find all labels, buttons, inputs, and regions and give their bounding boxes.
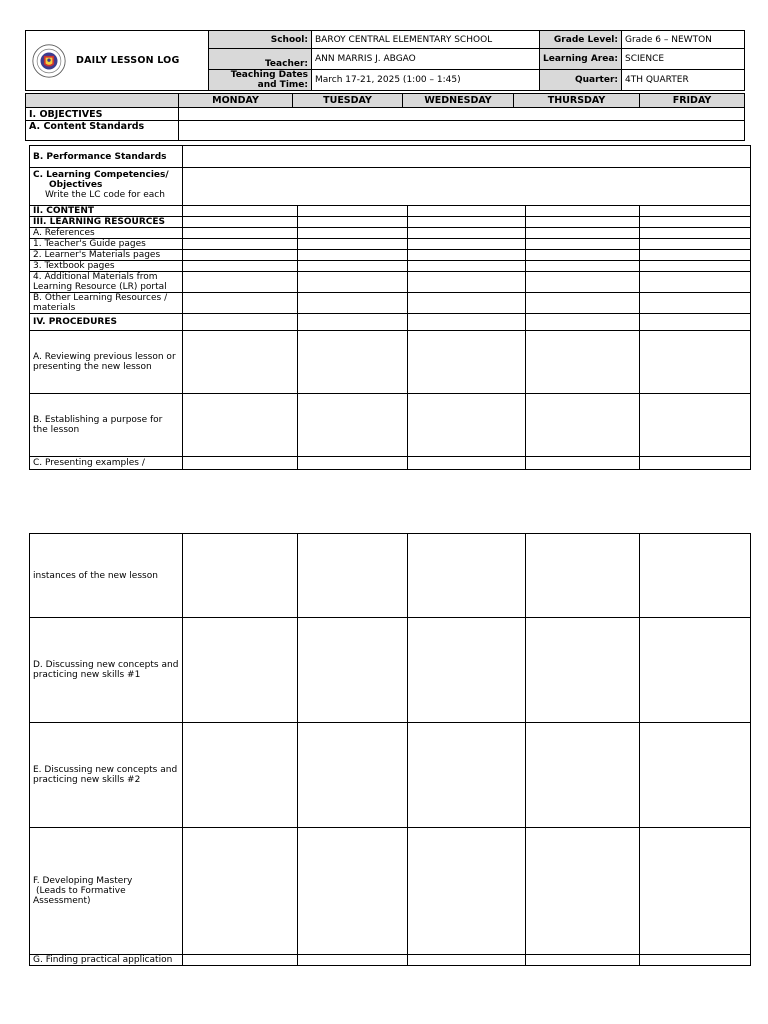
cell[interactable] [408,534,526,618]
cell[interactable] [640,293,751,314]
cell[interactable] [183,314,298,331]
proc-d-label: D. Discussing new concepts and practicing new skills #1 [30,618,183,723]
additional-materials-label: 4. Additional Materials from Learning Resource (LR) portal [30,272,183,293]
cell[interactable] [640,534,751,618]
content-standards-label: A. Content Standards [26,121,179,141]
cell[interactable] [526,250,640,261]
cell[interactable] [183,534,298,618]
performance-standards-cell[interactable] [183,146,751,168]
cell[interactable] [526,723,640,828]
area-value: SCIENCE [622,49,745,70]
logo-cell [26,31,209,91]
cell[interactable] [640,239,751,250]
proc-e-label: E. Discussing new concepts and practicing new skills #2 [30,723,183,828]
cell[interactable] [408,272,526,293]
cell[interactable] [183,250,298,261]
cell[interactable] [526,239,640,250]
objectives-cell[interactable] [179,108,745,121]
cell[interactable] [298,828,408,955]
cell[interactable] [183,394,298,457]
procedures-heading: IV. PROCEDURES [30,314,183,331]
cell[interactable] [640,314,751,331]
day-header-friday: FRIDAY [640,94,745,108]
cell[interactable] [183,293,298,314]
cell[interactable] [408,261,526,272]
cell[interactable] [183,228,298,239]
proc-a-label: A. Reviewing previous lesson or presenting the new lesson [30,331,183,394]
cell[interactable] [408,217,526,228]
school-value: BAROY CENTRAL ELEMENTARY SCHOOL [312,31,540,49]
day-header-tuesday: TUESDAY [293,94,403,108]
cell[interactable] [408,250,526,261]
area-label: Learning Area: [540,49,622,70]
cell[interactable] [640,331,751,394]
cell[interactable] [408,228,526,239]
cell[interactable] [526,217,640,228]
cell[interactable] [526,228,640,239]
cell[interactable] [526,331,640,394]
cell[interactable] [526,206,640,217]
dates-label: Teaching Dates and Time: [209,70,312,91]
cell[interactable] [526,534,640,618]
cell[interactable] [298,272,408,293]
cell[interactable] [408,955,526,966]
document-title: DAILY LESSON LOG [76,54,180,66]
cell[interactable] [408,331,526,394]
cell[interactable] [183,272,298,293]
cell[interactable] [526,314,640,331]
cell[interactable] [526,293,640,314]
competencies-note: Write the LC code for each [45,190,165,200]
proc-f-line1: F. Developing Mastery [33,876,133,886]
proc-c-label: C. Presenting examples / [30,457,183,470]
cell[interactable] [183,239,298,250]
cell[interactable] [298,217,408,228]
lesson-log-header [25,30,745,91]
objectives-heading: I. OBJECTIVES [26,108,179,121]
cell[interactable] [298,955,408,966]
cell[interactable] [298,250,408,261]
cell[interactable] [183,261,298,272]
days-header-table [25,93,745,141]
cell[interactable] [183,206,298,217]
cell[interactable] [526,618,640,723]
competencies-label [30,168,183,206]
cell[interactable] [183,331,298,394]
deped-seal-icon [32,44,66,78]
cell[interactable] [526,955,640,966]
cell[interactable] [183,217,298,228]
proc-b-label: B. Establishing a purpose for the lesson [30,394,183,457]
other-resources-label: B. Other Learning Resources / materials [30,293,183,314]
cell[interactable] [640,723,751,828]
competencies-line1: C. Learning Competencies/ [33,170,169,180]
cell[interactable] [640,457,751,470]
competencies-cell[interactable] [183,168,751,206]
quarter-label: Quarter: [540,70,622,91]
cell[interactable] [408,394,526,457]
day-header-monday: MONDAY [179,94,293,108]
cell[interactable] [183,618,298,723]
cell[interactable] [640,261,751,272]
cell[interactable] [526,457,640,470]
cell[interactable] [526,272,640,293]
cell[interactable] [298,618,408,723]
proc-g-label: G. Finding practical application [30,955,183,966]
proc-c-continued-label: instances of the new lesson [30,534,183,618]
cell[interactable] [183,955,298,966]
dates-value: March 17-21, 2025 (1:00 – 1:45) [312,70,540,91]
teachers-guide-label: 1. Teacher's Guide pages [30,239,183,250]
cell[interactable] [640,228,751,239]
day-header-thursday: THURSDAY [514,94,640,108]
cell[interactable] [640,618,751,723]
learning-resources-heading: III. LEARNING RESOURCES [30,217,183,228]
cell[interactable] [298,394,408,457]
quarter-value: 4TH QUARTER [622,70,745,91]
cell[interactable] [408,239,526,250]
cell[interactable] [640,250,751,261]
cell[interactable] [298,457,408,470]
cell[interactable] [298,206,408,217]
cell[interactable] [526,828,640,955]
cell[interactable] [640,955,751,966]
cell[interactable] [298,293,408,314]
cell[interactable] [298,314,408,331]
proc-f-line2: (Leads to Formative [36,886,126,896]
grade-value: Grade 6 – NEWTON [622,31,745,49]
performance-standards-label: B. Performance Standards [30,146,183,168]
cell[interactable] [183,457,298,470]
cell[interactable] [408,618,526,723]
cell[interactable] [408,293,526,314]
cell[interactable] [640,206,751,217]
cell[interactable] [298,261,408,272]
cell[interactable] [298,331,408,394]
learners-materials-label: 2. Learner's Materials pages [30,250,183,261]
textbook-label: 3. Textbook pages [30,261,183,272]
competencies-line2: Objectives [49,180,103,190]
cell[interactable] [298,239,408,250]
lesson-table-page1 [29,145,751,470]
cell[interactable] [298,534,408,618]
proc-f-line3: Assessment) [33,896,91,906]
cell[interactable] [640,217,751,228]
content-heading: II. CONTENT [30,206,183,217]
day-header-wednesday: WEDNESDAY [403,94,514,108]
cell[interactable] [298,228,408,239]
cell[interactable] [526,394,640,457]
cell[interactable] [408,828,526,955]
cell[interactable] [640,394,751,457]
teacher-label: Teacher: [209,49,312,70]
proc-f-label [30,828,183,955]
cell[interactable] [408,457,526,470]
cell[interactable] [408,723,526,828]
lesson-table-page2 [29,533,751,966]
cell[interactable] [408,206,526,217]
content-standards-cell[interactable] [179,121,745,141]
cell[interactable] [526,261,640,272]
grade-label: Grade Level: [540,31,622,49]
cell[interactable] [298,723,408,828]
teacher-value: ANN MARRIS J. ABGAO [312,49,540,70]
cell[interactable] [640,828,751,955]
cell[interactable] [408,314,526,331]
school-label: School: [209,31,312,49]
cell[interactable] [640,272,751,293]
cell[interactable] [183,828,298,955]
blank-header-cell [26,94,179,108]
references-label: A. References [30,228,183,239]
cell[interactable] [183,723,298,828]
